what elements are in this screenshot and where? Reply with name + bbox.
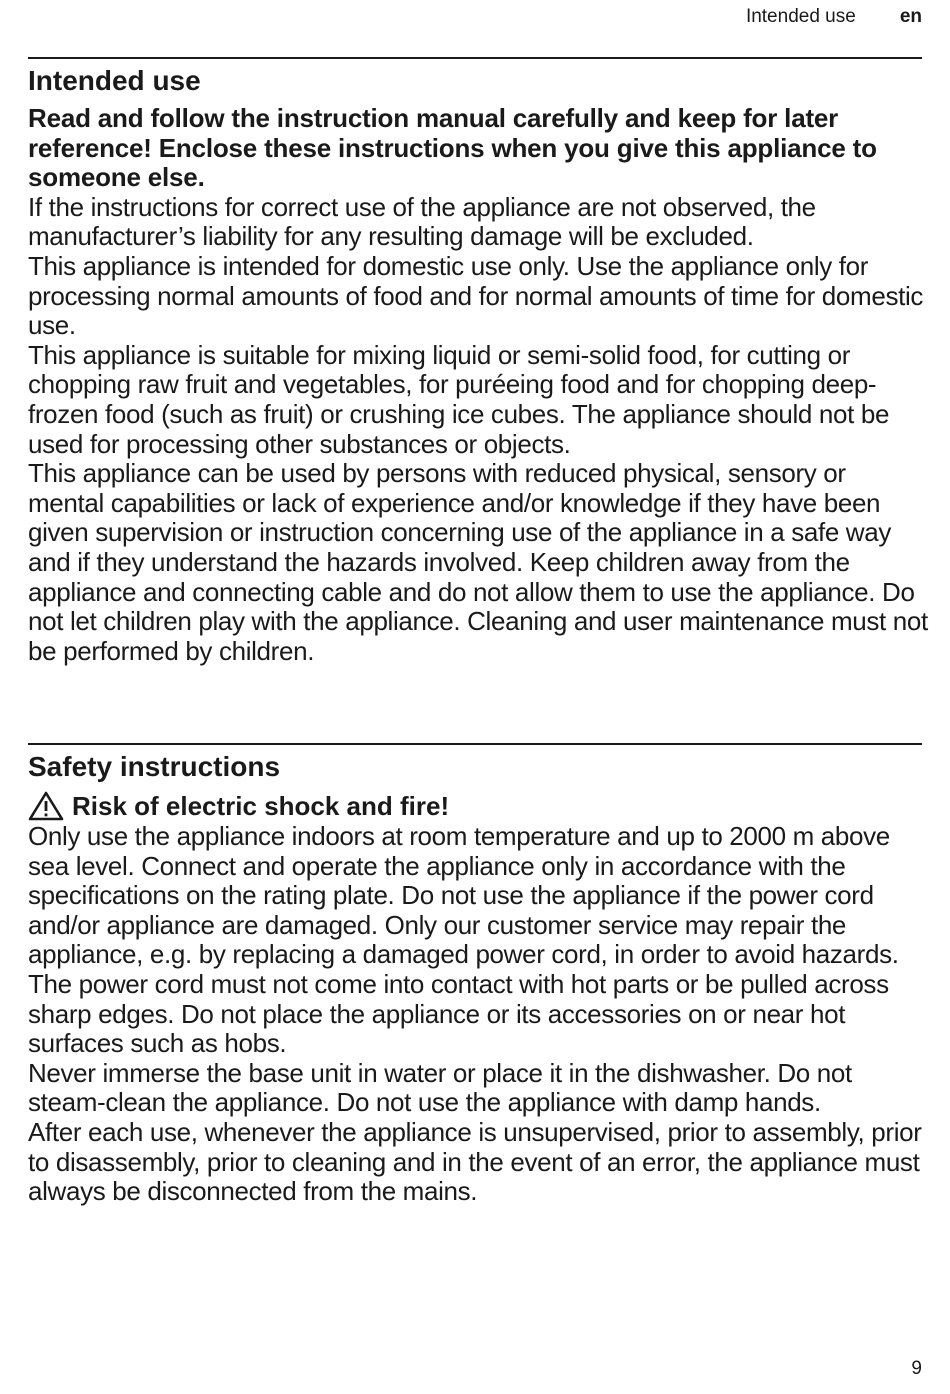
warning-title: Risk of electric shock and fire! xyxy=(72,791,450,821)
section-divider xyxy=(28,743,922,745)
intended-use-paragraph: This appliance can be used by persons with reduced physical, sensory or mental capabilities or lack of experience and/or knowledge if they have been given supervision or instruction concerning use of the appliance in a safe way and if they understand the hazards involved. Keep children away from the appliance and connecting cable and do not allow them to use the appliance. Do not let children play with the appliance. Cleaning and user maintenance must not be performed by children. xyxy=(28,458,928,666)
intended-use-paragraph: If the instructions for correct use of the appliance are not observed, the manufacturer’s liability for any resulting damage will be excluded. xyxy=(28,191,816,252)
intended-use-title: Intended use xyxy=(28,65,201,96)
safety-paragraph: Only use the appliance indoors at room temperature and up to 2000 m above sea level. Connect and operate the appliance only in accordance with the specifications on the rating plate. Do not use the appliance if the power cord and/or appliance are damaged. Only our customer service may repair the appliance, e.g. by replacing a damaged power cord, in order to avoid hazards. The power cord must not come into contact with hot parts or be pulled across sharp edges. Do not place the appliance or its accessories on or near hot surfaces such as hobs. xyxy=(28,821,899,1059)
intended-use-section xyxy=(28,64,928,666)
page-number: 9 xyxy=(911,1358,922,1379)
safety-paragraph: After each use, whenever the appliance is unsupervised, prior to assembly, prior to disassembly, prior to cleaning and in the event of an error, the appliance must always be disconnected from the mains. xyxy=(28,1116,922,1207)
header-language: en xyxy=(899,6,922,27)
safety-section xyxy=(28,750,928,1207)
safety-title: Safety instructions xyxy=(28,751,281,782)
header-divider xyxy=(28,57,922,59)
warning-triangle-icon xyxy=(28,791,64,821)
intended-use-paragraph: This appliance is suitable for mixing liquid or semi-solid food, for cutting or chopping raw fruit and vegetables, for puréeing food and for chopping deep-frozen food (such as fruit) or crushing ice cubes. The appliance should not be used for processing other substances or objects. xyxy=(28,339,890,459)
warning-heading xyxy=(28,790,928,822)
safety-paragraph: Never immerse the base unit in water or place it in the dishwasher. Do not steam-clean the appliance. Do not use the appliance with damp hands. xyxy=(28,1057,852,1118)
intended-use-paragraph: This appliance is intended for domestic use only. Use the appliance only for processing normal amounts of food and for normal amounts of time for domestic use. xyxy=(28,250,924,341)
running-header xyxy=(746,6,922,28)
intended-use-lead: Read and follow the instruction manual carefully and keep for later reference! Enclose these instructions when you give this appliance to someone else. xyxy=(28,103,877,193)
header-section-label: Intended use xyxy=(745,6,856,27)
